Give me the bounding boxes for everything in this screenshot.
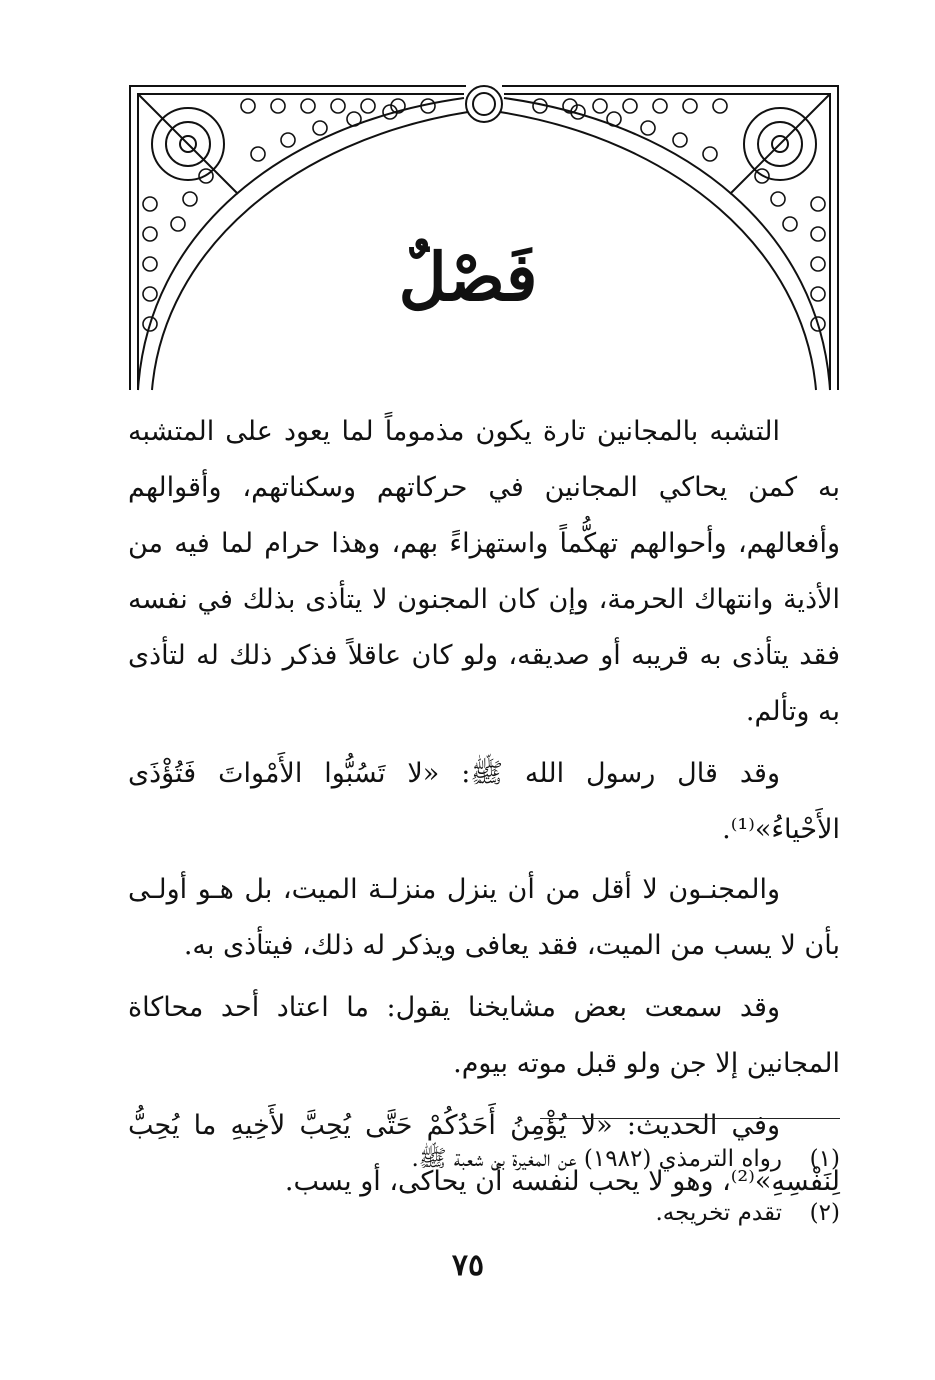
footnote-item xyxy=(128,1132,840,1186)
chapter-heading: فَصْلٌ xyxy=(398,238,538,316)
footnote-number: (١) xyxy=(809,1146,840,1172)
footnote-text: رواه الترمذي (١٩٨٢) عن المغيرة بن شعبة ﷺ. xyxy=(411,1146,782,1172)
paragraph-insane-status: والمجنـون لا أقل من أن ينزل منزلـة الميت، بل هـو أولـى بأن لا يسب من الميت، فقد يعافى ويذكر له ذلك، فيتأذى به. xyxy=(128,874,840,961)
footnote-item xyxy=(128,1186,840,1240)
footnote-number: (٢) xyxy=(809,1200,840,1226)
page-number: ٧٥ xyxy=(451,1248,485,1283)
paragraph-hadith-dead: وقد قال رسول الله ﷺ: «لا تَسُبُّوا الأَمْواتَ فَتُؤْذَى الأَحْياءُ»⁽¹⁾. xyxy=(128,758,840,845)
footnote-divider xyxy=(540,1118,840,1119)
paragraph-imitation-ruling: التشبه بالمجانين تارة يكون مذموماً لما يعود على المتشبه به كمن يحاكي المجانين في حركاتهم وسكناتهم، وأقوالهم وأفعالهم، وأحوالهم تهكُّماً واستهزاءً بهم، وهذا حرام لما فيه من الأذية وانتهاك الحرمة، وإن كان المجنون لا يتأذى بذلك في نفسه فقد يتأذى به قريبه أو صديقه، ولو كان عاقلاً فذكر ذلك له لتأذى به وتألم. xyxy=(128,416,840,727)
main-text xyxy=(128,404,840,1216)
footnote-text: تقدم تخريجه. xyxy=(655,1200,782,1226)
footnotes xyxy=(128,1132,840,1240)
paragraph-hadith-brother: وفي الحديث: «لا يُؤْمِنُ أَحَدُكُمْ حَتَّى يُحِبَّ لأَخِيهِ ما يُحِبُّ لِنَفْسِهِ»⁽²⁾، وهو لا يحب لنفسه أن يحاكى، أو يسب. xyxy=(128,1110,840,1197)
paragraph-sheikh-saying: وقد سمعت بعض مشايخنا يقول: ما اعتاد أحد محاكاة المجانين إلا جن ولو قبل موته بيوم. xyxy=(128,992,840,1079)
